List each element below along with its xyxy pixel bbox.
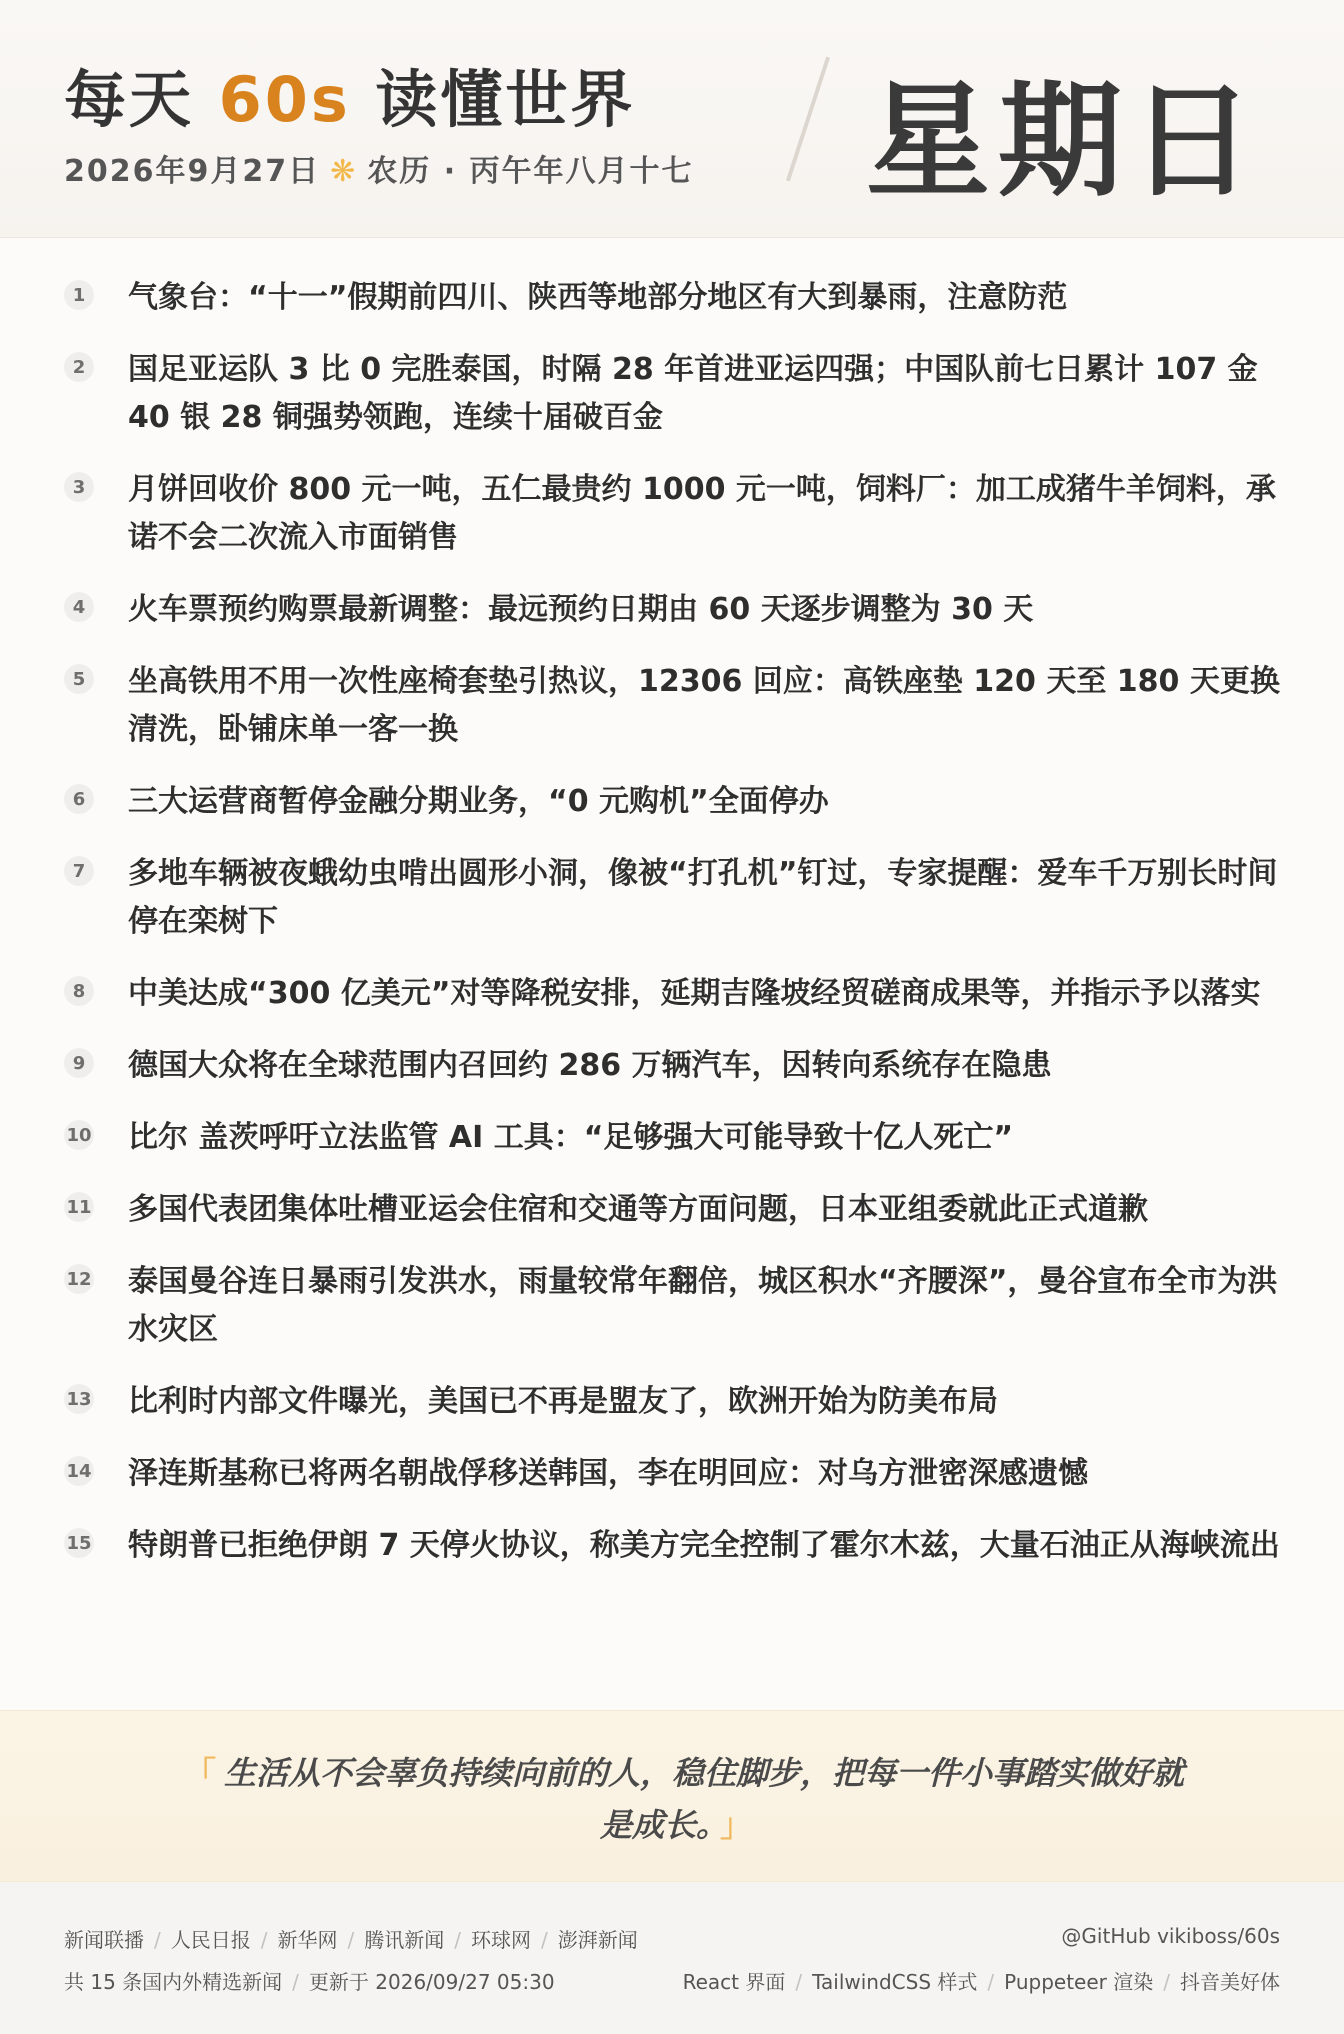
news-item — [64, 850, 1280, 946]
quote-close-mark: 」 — [720, 1806, 753, 1844]
news-list — [0, 238, 1344, 1710]
tech-item: React 界面 — [682, 1970, 786, 1994]
quote-band — [0, 1710, 1344, 1882]
news-headline: 气象台：“十一”假期前四川、陕西等地部分地区有大到暴雨，注意防范 — [128, 280, 1068, 315]
news-headline: 比尔 盖茨呼吁立法监管 AI 工具：“足够强大可能导致十亿人死亡” — [128, 1120, 1014, 1155]
news-number-badge: 4 — [64, 592, 94, 622]
news-headline: 泰国曼谷连日暴雨引发洪水，雨量较常年翻倍，城区积水“齐腰深”，曼谷宣布全市为洪水灾区 — [128, 1264, 1278, 1347]
source-item: 新华网 — [277, 1928, 338, 1952]
news-item — [64, 1450, 1280, 1498]
quote-open-mark: 「 — [183, 1754, 216, 1792]
news-item — [64, 586, 1280, 634]
news-headline: 多国代表团集体吐槽亚运会住宿和交通等方面问题，日本亚组委就此正式道歉 — [128, 1192, 1148, 1227]
separator: / — [154, 1928, 161, 1952]
news-number-badge: 3 — [64, 472, 94, 502]
source-item: 新闻联播 — [64, 1928, 144, 1952]
news-item — [64, 1258, 1280, 1354]
news-headline: 月饼回收价 800 元一吨，五仁最贵约 1000 元一吨，饲料厂：加工成猪牛羊饲料，承诺不会二次流入市面销售 — [128, 472, 1276, 555]
news-number-badge: 10 — [64, 1120, 94, 1150]
asterisk-icon: ❋ — [330, 154, 358, 189]
news-headline: 比利时内部文件曝光，美国已不再是盟友了，欧洲开始为防美布局 — [128, 1384, 998, 1419]
tech-stack — [683, 1966, 1280, 1995]
separator: / — [1163, 1970, 1170, 1994]
news-number-badge: 1 — [64, 280, 94, 310]
news-headline: 坐高铁用不用一次性座椅套垫引热议，12306 回应：高铁座垫 120 天至 180 天更换清洗，卧铺床单一客一换 — [128, 664, 1280, 747]
news-item — [64, 274, 1280, 322]
news-item — [64, 970, 1280, 1018]
news-item — [64, 1522, 1280, 1570]
tech-item: 抖音美好体 — [1180, 1970, 1280, 1994]
quote-text: 生活从不会辜负持续向前的人，稳住脚步，把每一件小事踏实做好就是成长。 — [224, 1754, 1185, 1844]
news-number-badge: 15 — [64, 1528, 94, 1558]
brand-accent: 60s — [218, 63, 351, 136]
news-headline: 特朗普已拒绝伊朗 7 天停火协议，称美方完全控制了霍尔木兹，大量石油正从海峡流出 — [128, 1528, 1280, 1563]
date-text: 2026年9月27日 — [64, 154, 321, 189]
source-item: 澎湃新闻 — [557, 1928, 638, 1952]
separator: / — [541, 1928, 548, 1952]
source-item: 人民日报 — [170, 1928, 251, 1952]
news-item — [64, 1042, 1280, 1090]
news-item — [64, 1114, 1280, 1162]
news-item — [64, 1186, 1280, 1234]
news-number-badge: 6 — [64, 784, 94, 814]
news-item — [64, 778, 1280, 826]
brand-suffix: 读懂世界 — [350, 63, 636, 136]
brand-prefix: 每天 — [64, 63, 219, 136]
source-item: 环球网 — [471, 1928, 531, 1952]
source-list — [64, 1924, 638, 1953]
tech-item: Puppeteer 渲染 — [1004, 1970, 1154, 1994]
news-number-badge: 13 — [64, 1384, 94, 1414]
meta-row — [64, 1966, 555, 1995]
lunar-date: 农历 · 丙午年八月十七 — [367, 154, 694, 189]
divider-slash — [786, 57, 830, 182]
news-headline: 国足亚运队 3 比 0 完胜泰国，时隔 28 年首进亚运四强；中国队前七日累计 107 金 40 银 28 铜强势领跑，连续十届破百金 — [128, 352, 1258, 435]
news-number-badge: 5 — [64, 664, 94, 694]
updated-time: 更新于 2026/09/27 05:30 — [308, 1970, 555, 1994]
news-headline: 多地车辆被夜蛾幼虫啃出圆形小洞，像被“打孔机”钉过，专家提醒：爱车千万别长时间停在栾树下 — [128, 856, 1278, 939]
meta-separator: / — [292, 1970, 299, 1994]
news-number-badge: 11 — [64, 1192, 94, 1222]
news-number-badge: 9 — [64, 1048, 94, 1078]
news-headline: 中美达成“300 亿美元”对等降税安排，延期吉隆坡经贸磋商成果等，并指示予以落实 — [128, 976, 1261, 1011]
separator: / — [795, 1970, 803, 1994]
weekday: 星期日 — [865, 70, 1262, 214]
source-item: 腾讯新闻 — [364, 1928, 445, 1952]
daily-quote — [160, 1747, 1200, 1851]
news-item — [64, 658, 1280, 754]
brand-title — [64, 50, 635, 139]
separator: / — [260, 1928, 268, 1952]
github-credit[interactable]: @GitHub vikiboss/60s — [1061, 1924, 1280, 1948]
news-headline: 火车票预约购票最新调整：最远预约日期由 60 天逐步调整为 30 天 — [128, 592, 1034, 627]
separator: / — [347, 1928, 355, 1952]
dateline — [64, 146, 694, 190]
news-item — [64, 466, 1280, 562]
news-number-badge: 2 — [64, 352, 94, 382]
news-number-badge: 14 — [64, 1456, 94, 1486]
news-number-badge: 12 — [64, 1264, 94, 1294]
separator: / — [454, 1928, 461, 1952]
news-item — [64, 346, 1280, 442]
news-count: 共 15 条国内外精选新闻 — [64, 1970, 283, 1994]
news-number-badge: 7 — [64, 856, 94, 886]
news-headline: 泽连斯基称已将两名朝战俘移送韩国，李在明回应：对乌方泄密深感遗憾 — [128, 1456, 1088, 1491]
separator: / — [987, 1970, 995, 1994]
tech-item: TailwindCSS 样式 — [812, 1970, 978, 1994]
news-headline: 德国大众将在全球范围内召回约 286 万辆汽车，因转向系统存在隐患 — [128, 1048, 1052, 1083]
footer — [0, 1882, 1344, 2034]
masthead — [0, 0, 1344, 238]
news-headline: 三大运营商暂停金融分期业务，“0 元购机”全面停办 — [128, 784, 829, 819]
news-item — [64, 1378, 1280, 1426]
news-number-badge: 8 — [64, 976, 94, 1006]
